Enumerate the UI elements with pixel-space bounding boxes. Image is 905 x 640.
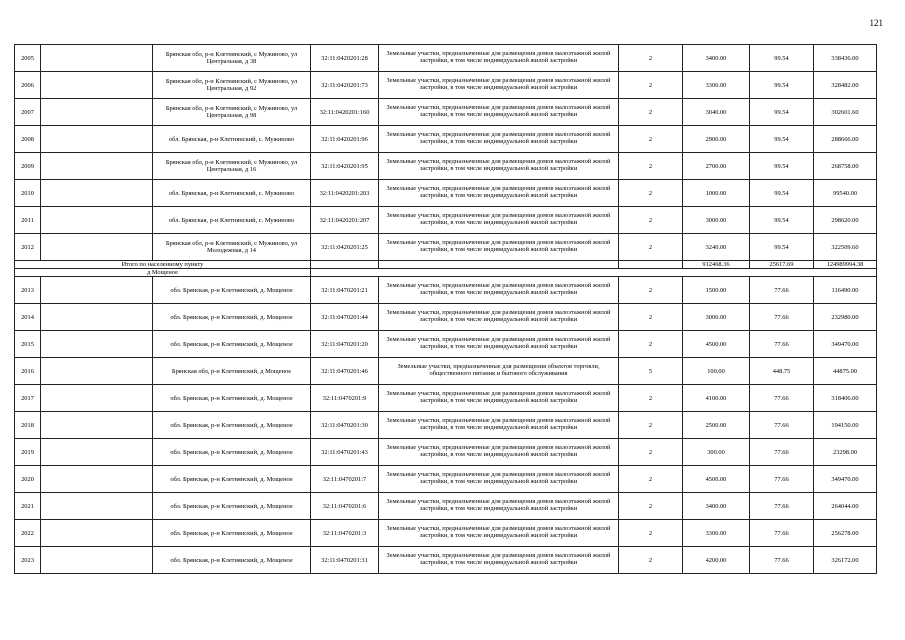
row-spacer-cell [41, 277, 153, 304]
row-cadastral-number-cell: 32:11:0470201:7 [311, 466, 379, 493]
row-spacer-cell [41, 520, 153, 547]
total-area: 912468.36 [683, 261, 750, 269]
row-number-cell: 2010 [15, 180, 41, 207]
table-row [15, 358, 877, 385]
row-area-cell: 2500.00 [683, 412, 750, 439]
row-specific-value-cell: 99.54 [750, 99, 814, 126]
total-empty-group [619, 261, 683, 269]
row-cadastral-number-cell: 32:11:0470201:3 [311, 520, 379, 547]
row-spacer-cell [41, 547, 153, 574]
row-address-cell: обл. Брянская, р-н Клетнянский, д. Мощеное [153, 331, 311, 358]
row-permitted-use-cell: Земельные участки, предназначенные для размещения домов малоэтажной жилой застройки, в том числе индивидуальной жилой застройки [379, 412, 619, 439]
locality-label: д Мощеное [15, 269, 311, 277]
row-spacer-cell [41, 153, 153, 180]
row-group-cell: 2 [619, 331, 683, 358]
table-row [15, 304, 877, 331]
row-cadastral-value-cell: 264044.00 [814, 493, 877, 520]
row-group-cell: 2 [619, 153, 683, 180]
row-permitted-use-cell: Земельные участки, предназначенные для размещения домов малоэтажной жилой застройки, в том числе индивидуальной жилой застройки [379, 304, 619, 331]
row-area-cell: 4100.00 [683, 385, 750, 412]
row-cadastral-value-cell: 116490.00 [814, 277, 877, 304]
row-group-cell: 2 [619, 493, 683, 520]
row-area-cell: 3300.00 [683, 520, 750, 547]
row-area-cell: 4500.00 [683, 331, 750, 358]
row-permitted-use-cell: Земельные участки, предназначенные для размещения домов малоэтажной жилой застройки, в том числе индивидуальной жилой застройки [379, 45, 619, 72]
row-number-cell: 2014 [15, 304, 41, 331]
row-group-cell: 2 [619, 439, 683, 466]
row-area-cell: 100.00 [683, 358, 750, 385]
row-address-cell: Брянская обл, р-н Клетнянский, с Мужиново, ул Центральная, д 92 [153, 72, 311, 99]
row-specific-value-cell: 99.54 [750, 207, 814, 234]
row-area-cell: 1000.00 [683, 180, 750, 207]
row-number-cell: 2005 [15, 45, 41, 72]
table-body-group1 [15, 45, 877, 261]
row-spacer-cell [41, 72, 153, 99]
row-specific-value-cell: 77.66 [750, 385, 814, 412]
row-address-cell: обл. Брянская, р-н Клетнянский, д. Мощеное [153, 304, 311, 331]
table-row [15, 385, 877, 412]
row-number-cell: 2007 [15, 99, 41, 126]
row-area-cell: 3300.00 [683, 72, 750, 99]
row-cadastral-value-cell: 349470.00 [814, 466, 877, 493]
row-address-cell: обл. Брянская, р-н Клетнянский, д. Мощеное [153, 412, 311, 439]
row-address-cell: Брянская обл, р-н Клетнянский, с Мужиново, ул Центральная, д 38 [153, 45, 311, 72]
row-specific-value-cell: 99.54 [750, 153, 814, 180]
total-label: Итого по населенному пункту [15, 261, 311, 269]
row-cadastral-value-cell: 349470.00 [814, 331, 877, 358]
row-address-cell: обл. Брянская, р-н Клетнянский, с. Мужиново [153, 180, 311, 207]
row-number-cell: 2020 [15, 466, 41, 493]
row-specific-value-cell: 77.66 [750, 466, 814, 493]
row-cadastral-value-cell: 298620.00 [814, 207, 877, 234]
row-address-cell: Брянская обл, р-н Клетнянский, д Мощеное [153, 358, 311, 385]
row-spacer-cell [41, 358, 153, 385]
locality-header-row [15, 269, 877, 277]
row-group-cell: 2 [619, 72, 683, 99]
row-number-cell: 2006 [15, 72, 41, 99]
row-address-cell: обл. Брянская, р-н Клетнянский, д. Мощеное [153, 277, 311, 304]
row-specific-value-cell: 99.54 [750, 180, 814, 207]
row-permitted-use-cell: Земельные участки, предназначенные для размещения домов малоэтажной жилой застройки, в том числе индивидуальной жилой застройки [379, 126, 619, 153]
row-spacer-cell [41, 126, 153, 153]
table-total-section [15, 261, 877, 277]
row-address-cell: обл. Брянская, р-н Клетнянский, д. Мощеное [153, 493, 311, 520]
row-specific-value-cell: 77.66 [750, 412, 814, 439]
row-cadastral-value-cell: 256278.00 [814, 520, 877, 547]
row-number-cell: 2022 [15, 520, 41, 547]
row-number-cell: 2011 [15, 207, 41, 234]
row-address-cell: обл. Брянская, р-н Клетнянский, с. Мужиново [153, 126, 311, 153]
row-permitted-use-cell: Земельные участки, предназначенные для размещения домов малоэтажной жилой застройки, в том числе индивидуальной жилой застройки [379, 153, 619, 180]
row-group-cell: 2 [619, 304, 683, 331]
row-address-cell: обл. Брянская, р-н Клетнянский, д. Мощеное [153, 439, 311, 466]
row-group-cell: 2 [619, 412, 683, 439]
row-cadastral-number-cell: 32:11:0470201:44 [311, 304, 379, 331]
row-spacer-cell [41, 439, 153, 466]
row-spacer-cell [41, 99, 153, 126]
row-spacer-cell [41, 385, 153, 412]
row-cadastral-number-cell: 32:11:0420201:73 [311, 72, 379, 99]
row-cadastral-number-cell: 32:11:0470201:30 [311, 412, 379, 439]
row-cadastral-value-cell: 232980.00 [814, 304, 877, 331]
row-specific-value-cell: 99.54 [750, 72, 814, 99]
row-cadastral-value-cell: 338436.00 [814, 45, 877, 72]
row-area-cell: 300.00 [683, 439, 750, 466]
row-address-cell: обл. Брянская, р-н Клетнянский, д. Мощеное [153, 385, 311, 412]
row-permitted-use-cell: Земельные участки, предназначенные для размещения домов малоэтажной жилой застройки, в том числе индивидуальной жилой застройки [379, 72, 619, 99]
row-permitted-use-cell: Земельные участки, предназначенные для размещения домов малоэтажной жилой застройки, в том числе индивидуальной жилой застройки [379, 385, 619, 412]
row-spacer-cell [41, 304, 153, 331]
row-number-cell: 2019 [15, 439, 41, 466]
row-cadastral-value-cell: 23298.00 [814, 439, 877, 466]
table-row [15, 45, 877, 72]
row-cadastral-value-cell: 194150.00 [814, 412, 877, 439]
row-address-cell: обл. Брянская, р-н Клетнянский, д. Мощеное [153, 466, 311, 493]
row-number-cell: 2008 [15, 126, 41, 153]
total-specific: 25617.69 [750, 261, 814, 269]
row-area-cell: 4200.00 [683, 547, 750, 574]
row-cadastral-number-cell: 32:11:0470201:9 [311, 385, 379, 412]
row-permitted-use-cell: Земельные участки, предназначенные для размещения домов малоэтажной жилой застройки, в том числе индивидуальной жилой застройки [379, 466, 619, 493]
total-empty-description [379, 261, 619, 269]
row-cadastral-number-cell: 32:11:0470201:6 [311, 493, 379, 520]
cadastral-valuation-table [14, 44, 877, 574]
row-area-cell: 3240.00 [683, 234, 750, 261]
row-specific-value-cell: 99.54 [750, 126, 814, 153]
row-group-cell: 2 [619, 180, 683, 207]
row-spacer-cell [41, 331, 153, 358]
row-group-cell: 2 [619, 547, 683, 574]
locality-empty [311, 269, 877, 277]
row-specific-value-cell: 77.66 [750, 547, 814, 574]
table-row [15, 153, 877, 180]
row-specific-value-cell: 448.75 [750, 358, 814, 385]
table-row [15, 234, 877, 261]
row-cadastral-number-cell: 32:11:0470201:20 [311, 331, 379, 358]
row-group-cell: 2 [619, 207, 683, 234]
total-empty-cadastral [311, 261, 379, 269]
row-permitted-use-cell: Земельные участки, предназначенные для размещения домов малоэтажной жилой застройки, в том числе индивидуальной жилой застройки [379, 234, 619, 261]
row-specific-value-cell: 77.66 [750, 277, 814, 304]
row-group-cell: 2 [619, 126, 683, 153]
row-specific-value-cell: 77.66 [750, 493, 814, 520]
row-address-cell: Брянская обл, р-н Клетнянский, с Мужиново, ул Центральная, д 16 [153, 153, 311, 180]
row-area-cell: 3000.00 [683, 304, 750, 331]
row-number-cell: 2012 [15, 234, 41, 261]
row-area-cell: 3000.00 [683, 207, 750, 234]
table-row [15, 180, 877, 207]
row-specific-value-cell: 77.66 [750, 439, 814, 466]
table-row [15, 207, 877, 234]
table-row [15, 126, 877, 153]
row-area-cell: 3400.00 [683, 45, 750, 72]
row-spacer-cell [41, 207, 153, 234]
row-area-cell: 3400.00 [683, 493, 750, 520]
row-address-cell: Брянская обл, р-н Клетнянский, с Мужиново, ул Молодежная, д 14 [153, 234, 311, 261]
row-number-cell: 2013 [15, 277, 41, 304]
row-cadastral-number-cell: 32:11:0420201:203 [311, 180, 379, 207]
row-address-cell: обл. Брянская, р-н Клетнянский, с. Мужиново [153, 207, 311, 234]
table-row [15, 466, 877, 493]
row-area-cell: 3040.00 [683, 99, 750, 126]
total-value: 124989994.38 [814, 261, 877, 269]
total-row [15, 261, 877, 269]
table-row [15, 412, 877, 439]
row-cadastral-value-cell: 288666.00 [814, 126, 877, 153]
row-permitted-use-cell: Земельные участки, предназначенные для размещения домов малоэтажной жилой застройки, в том числе индивидуальной жилой застройки [379, 180, 619, 207]
row-cadastral-number-cell: 32:11:0420201:207 [311, 207, 379, 234]
table-row [15, 520, 877, 547]
row-permitted-use-cell: Земельные участки, предназначенные для размещения домов малоэтажной жилой застройки, в том числе индивидуальной жилой застройки [379, 99, 619, 126]
row-cadastral-number-cell: 32:11:0470201:46 [311, 358, 379, 385]
row-cadastral-number-cell: 32:11:0420201:25 [311, 234, 379, 261]
row-group-cell: 2 [619, 466, 683, 493]
row-number-cell: 2016 [15, 358, 41, 385]
row-cadastral-value-cell: 318406.00 [814, 385, 877, 412]
row-cadastral-value-cell: 322509.60 [814, 234, 877, 261]
row-cadastral-number-cell: 32:11:0420201:96 [311, 126, 379, 153]
row-group-cell: 2 [619, 234, 683, 261]
row-number-cell: 2017 [15, 385, 41, 412]
row-group-cell: 2 [619, 520, 683, 547]
row-specific-value-cell: 77.66 [750, 304, 814, 331]
row-cadastral-number-cell: 32:11:0420201:28 [311, 45, 379, 72]
row-cadastral-value-cell: 268758.00 [814, 153, 877, 180]
row-group-cell: 2 [619, 99, 683, 126]
row-cadastral-value-cell: 44875.00 [814, 358, 877, 385]
row-spacer-cell [41, 45, 153, 72]
row-group-cell: 2 [619, 277, 683, 304]
row-area-cell: 2700.00 [683, 153, 750, 180]
row-group-cell: 2 [619, 45, 683, 72]
row-area-cell: 2900.00 [683, 126, 750, 153]
row-permitted-use-cell: Земельные участки, предназначенные для размещения домов малоэтажной жилой застройки, в том числе индивидуальной жилой застройки [379, 439, 619, 466]
row-cadastral-number-cell: 32:11:0470201:43 [311, 439, 379, 466]
row-area-cell: 1500.00 [683, 277, 750, 304]
row-cadastral-number-cell: 32:11:0470201:21 [311, 277, 379, 304]
row-number-cell: 2023 [15, 547, 41, 574]
row-cadastral-value-cell: 328482.00 [814, 72, 877, 99]
row-number-cell: 2018 [15, 412, 41, 439]
row-permitted-use-cell: Земельные участки, предназначенные для размещения объектов торговли, общественного питания и бытового обслуживания [379, 358, 619, 385]
row-spacer-cell [41, 493, 153, 520]
row-cadastral-number-cell: 32:11:0420201:95 [311, 153, 379, 180]
table-row [15, 493, 877, 520]
row-area-cell: 4500.00 [683, 466, 750, 493]
table-body-group2 [15, 277, 877, 574]
row-spacer-cell [41, 466, 153, 493]
table-row [15, 331, 877, 358]
row-number-cell: 2009 [15, 153, 41, 180]
table-row [15, 439, 877, 466]
row-permitted-use-cell: Земельные участки, предназначенные для размещения домов малоэтажной жилой застройки, в том числе индивидуальной жилой застройки [379, 493, 619, 520]
row-permitted-use-cell: Земельные участки, предназначенные для размещения домов малоэтажной жилой застройки, в том числе индивидуальной жилой застройки [379, 277, 619, 304]
row-cadastral-number-cell: 32:11:0420201:160 [311, 99, 379, 126]
page-number: 121 [869, 18, 883, 28]
row-specific-value-cell: 99.54 [750, 234, 814, 261]
table-row [15, 277, 877, 304]
row-number-cell: 2021 [15, 493, 41, 520]
row-spacer-cell [41, 180, 153, 207]
row-cadastral-value-cell: 326172.00 [814, 547, 877, 574]
row-permitted-use-cell: Земельные участки, предназначенные для размещения домов малоэтажной жилой застройки, в том числе индивидуальной жилой застройки [379, 331, 619, 358]
row-specific-value-cell: 99.54 [750, 45, 814, 72]
row-group-cell: 2 [619, 385, 683, 412]
row-address-cell: Брянская обл, р-н Клетнянский, с Мужиново, ул Центральная, д 98 [153, 99, 311, 126]
row-cadastral-number-cell: 32:11:0470201:31 [311, 547, 379, 574]
row-cadastral-value-cell: 99540.00 [814, 180, 877, 207]
table-row [15, 72, 877, 99]
row-address-cell: обл. Брянская, р-н Клетнянский, д. Мощеное [153, 520, 311, 547]
row-cadastral-value-cell: 302601.60 [814, 99, 877, 126]
row-spacer-cell [41, 234, 153, 261]
row-spacer-cell [41, 412, 153, 439]
row-permitted-use-cell: Земельные участки, предназначенные для размещения домов малоэтажной жилой застройки, в том числе индивидуальной жилой застройки [379, 520, 619, 547]
row-specific-value-cell: 77.66 [750, 520, 814, 547]
row-address-cell: обл. Брянская, р-н Клетнянский, д. Мощеное [153, 547, 311, 574]
table-row [15, 547, 877, 574]
row-group-cell: 5 [619, 358, 683, 385]
row-number-cell: 2015 [15, 331, 41, 358]
row-specific-value-cell: 77.66 [750, 331, 814, 358]
row-permitted-use-cell: Земельные участки, предназначенные для размещения домов малоэтажной жилой застройки, в том числе индивидуальной жилой застройки [379, 207, 619, 234]
row-permitted-use-cell: Земельные участки, предназначенные для размещения домов малоэтажной жилой застройки, в том числе индивидуальной жилой застройки [379, 547, 619, 574]
table-row [15, 99, 877, 126]
